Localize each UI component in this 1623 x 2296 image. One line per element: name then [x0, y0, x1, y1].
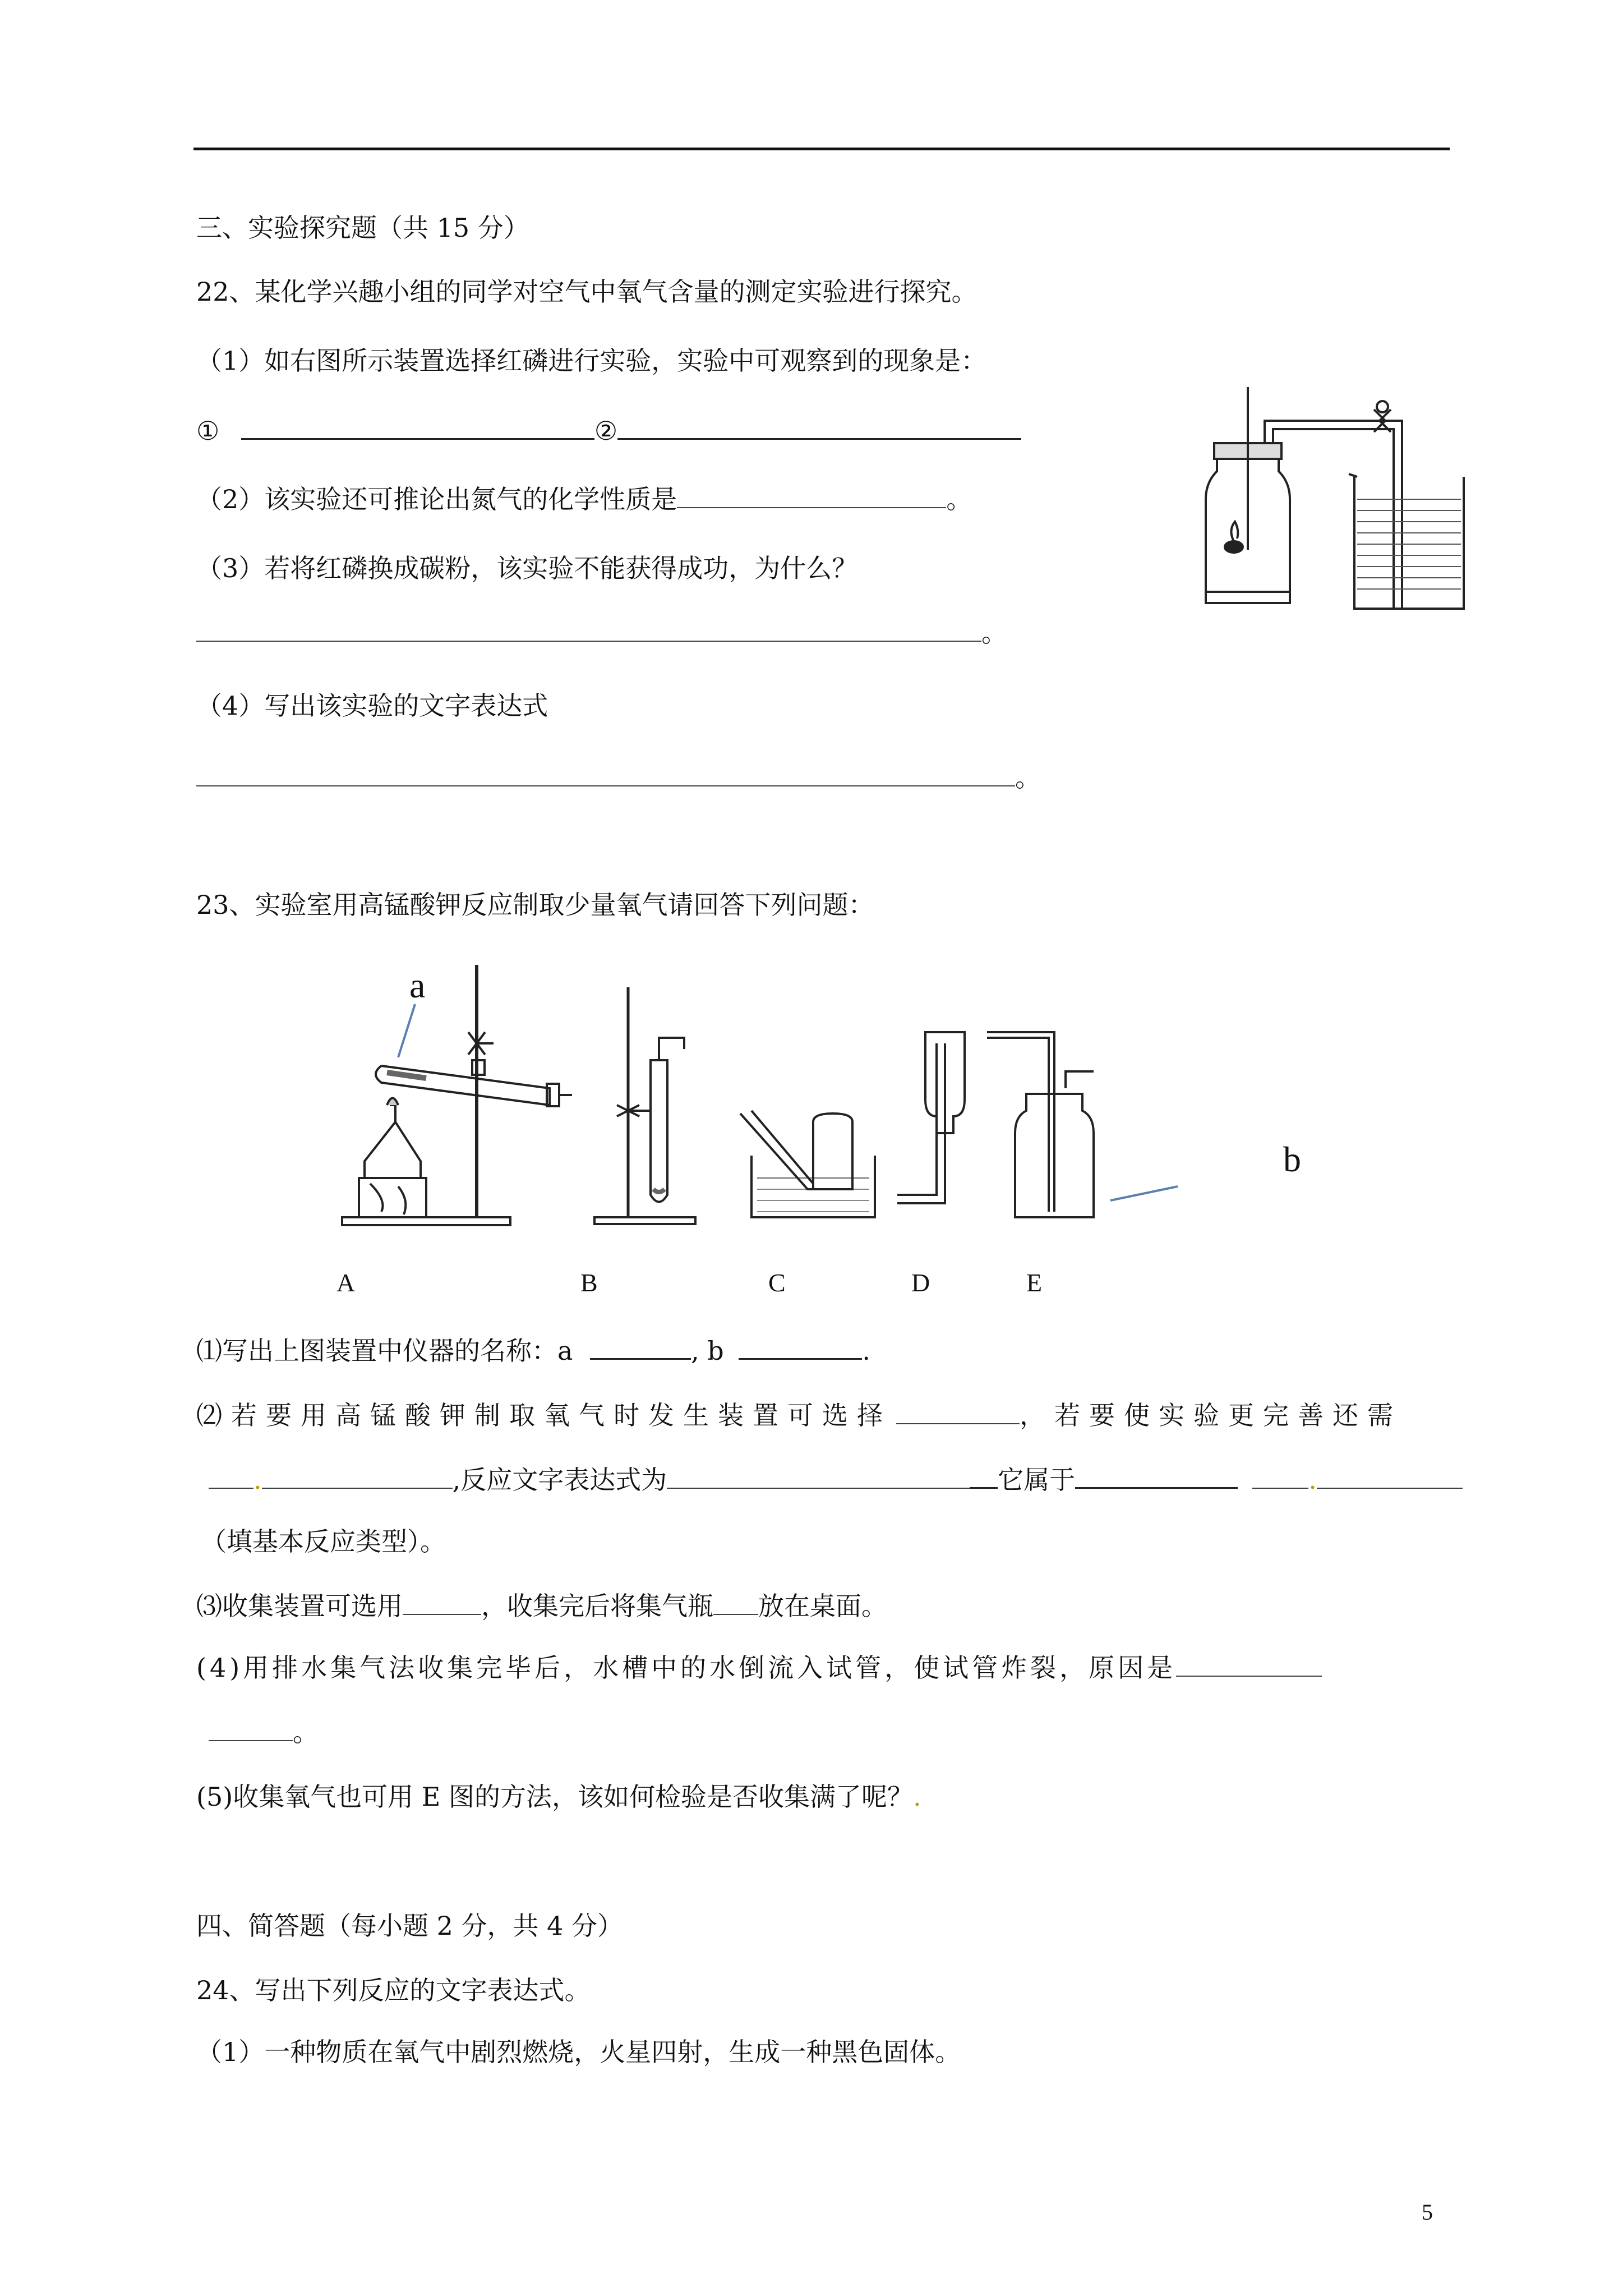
reaction-type-label: 它属于 — [998, 1465, 1076, 1495]
q23-sub2-note: （填基本反应类型）。 — [201, 1526, 446, 1557]
circled-2: ② — [594, 416, 618, 446]
q22-part3: （3）若将红磷换成碳粉，该实验不能获得成功，为什么？ — [196, 553, 858, 583]
blank-reaction-type-b[interactable] — [1252, 1465, 1308, 1489]
q22-stem: 22、某化学兴趣小组的同学对空气中氧气含量的测定实验进行探究。 — [196, 277, 978, 307]
blank-reaction-type-c[interactable] — [1317, 1465, 1463, 1489]
q22-part2 — [196, 484, 972, 515]
blank-bottle-orientation[interactable] — [713, 1591, 758, 1615]
label-b: b — [1283, 1139, 1301, 1179]
period: 。 — [981, 618, 1007, 648]
apparatus-label-A: A — [336, 1268, 356, 1297]
q23-sub1 — [196, 1335, 870, 1366]
oxygen-content-apparatus-figure — [1195, 387, 1486, 611]
apparatus-label-E: E — [1026, 1268, 1043, 1297]
blank-instrument-a[interactable] — [590, 1336, 691, 1360]
q23-sub4-text: (4)用排水集气法收集完毕后，水槽中的水倒流入试管，使试管炸裂，原因是 — [196, 1653, 1177, 1683]
oxygen-preparation-apparatus-figure — [325, 954, 1335, 1245]
reaction-equation-label: ,反应文字表达式为 — [452, 1465, 667, 1495]
blank-reaction-equation[interactable] — [667, 1465, 970, 1489]
blank-backflow-reason-cont[interactable] — [209, 1718, 293, 1741]
circled-1: ① — [196, 416, 220, 446]
blank-generator-choice[interactable] — [896, 1401, 1020, 1424]
dot-mark-3: . — [912, 1782, 921, 1812]
blank-short[interactable] — [970, 1465, 998, 1489]
header-rule — [193, 148, 1450, 150]
q23-sub4-cont — [209, 1717, 319, 1748]
page-number: 5 — [1422, 2200, 1433, 2225]
q23-sub5-text: (5)收集氧气也可用 E 图的方法，该如何检验是否收集满了呢？ — [196, 1782, 913, 1812]
q22-part3-answer — [196, 617, 1007, 648]
blank-observation-1[interactable] — [241, 416, 594, 440]
blank-backflow-reason[interactable] — [1176, 1653, 1322, 1677]
dot-mark: . — [253, 1465, 262, 1495]
q23-sub3-end: 放在桌面。 — [758, 1591, 887, 1621]
q23-sub2-text: ⑵若要用高锰酸钾制取氧气时发生装置可选择 — [196, 1400, 892, 1430]
q23-sub2 — [196, 1400, 1402, 1431]
apparatus-label-D: D — [911, 1268, 930, 1297]
blank-collection-device[interactable] — [403, 1591, 481, 1615]
q23-stem: 23、实验室用高锰酸钾反应制取少量氧气请回答下列问题： — [196, 890, 874, 920]
blank-why-carbon-fails[interactable] — [196, 618, 981, 642]
period: 。 — [946, 484, 972, 514]
blank-improvement-a[interactable] — [209, 1465, 253, 1489]
blank-word-equation[interactable] — [196, 763, 1015, 786]
q23-sub2-cont — [209, 1464, 1463, 1496]
label-a: a — [409, 965, 426, 1005]
section-4-heading: 四、简答题（每小题 2 分，共 4 分） — [196, 1911, 624, 1941]
q23-sub5 — [196, 1781, 921, 1812]
q22-part4: （4）写出该实验的文字表达式 — [196, 691, 548, 721]
period: 。 — [293, 1717, 319, 1747]
blank-nitrogen-property[interactable] — [677, 485, 946, 508]
q23-sub3 — [196, 1590, 887, 1622]
q24-part1: （1）一种物质在氧气中剧烈燃烧，火星四射，生成一种黑色固体。 — [196, 2037, 961, 2067]
section-3-heading: 三、实验探究题（共 15 分） — [196, 213, 529, 243]
dot-mark-2: . — [1308, 1465, 1317, 1495]
q24-stem: 24、写出下列反应的文字表达式。 — [196, 1975, 591, 2005]
comma-b: , b — [691, 1336, 724, 1366]
q22-observations — [196, 415, 1021, 447]
period: . — [862, 1336, 871, 1366]
q23-sub2-mid: ，若要使实验更完善还需 — [1020, 1400, 1402, 1430]
q23-sub4 — [196, 1652, 1322, 1683]
q23-sub1-text: ⑴写出上图装置中仪器的名称：a — [196, 1336, 573, 1366]
blank-reaction-type[interactable] — [1075, 1465, 1238, 1489]
apparatus-label-B: B — [580, 1268, 598, 1297]
apparatus-label-C: C — [768, 1268, 786, 1297]
q23-sub3-mid: ，收集完后将集气瓶 — [481, 1591, 713, 1621]
q22-part1: （1）如右图所示装置选择红磷进行实验，实验中可观察到的现象是： — [196, 346, 987, 376]
q22-part4-answer — [196, 762, 1041, 793]
blank-observation-2[interactable] — [617, 416, 1021, 440]
q23-sub3-text: ⑶收集装置可选用 — [196, 1591, 403, 1621]
blank-instrument-b[interactable] — [739, 1336, 862, 1360]
q22-part2-text: （2）该实验还可推论出氮气的化学性质是 — [196, 484, 677, 514]
blank-improvement-b[interactable] — [262, 1465, 453, 1489]
period: 。 — [1015, 762, 1041, 793]
